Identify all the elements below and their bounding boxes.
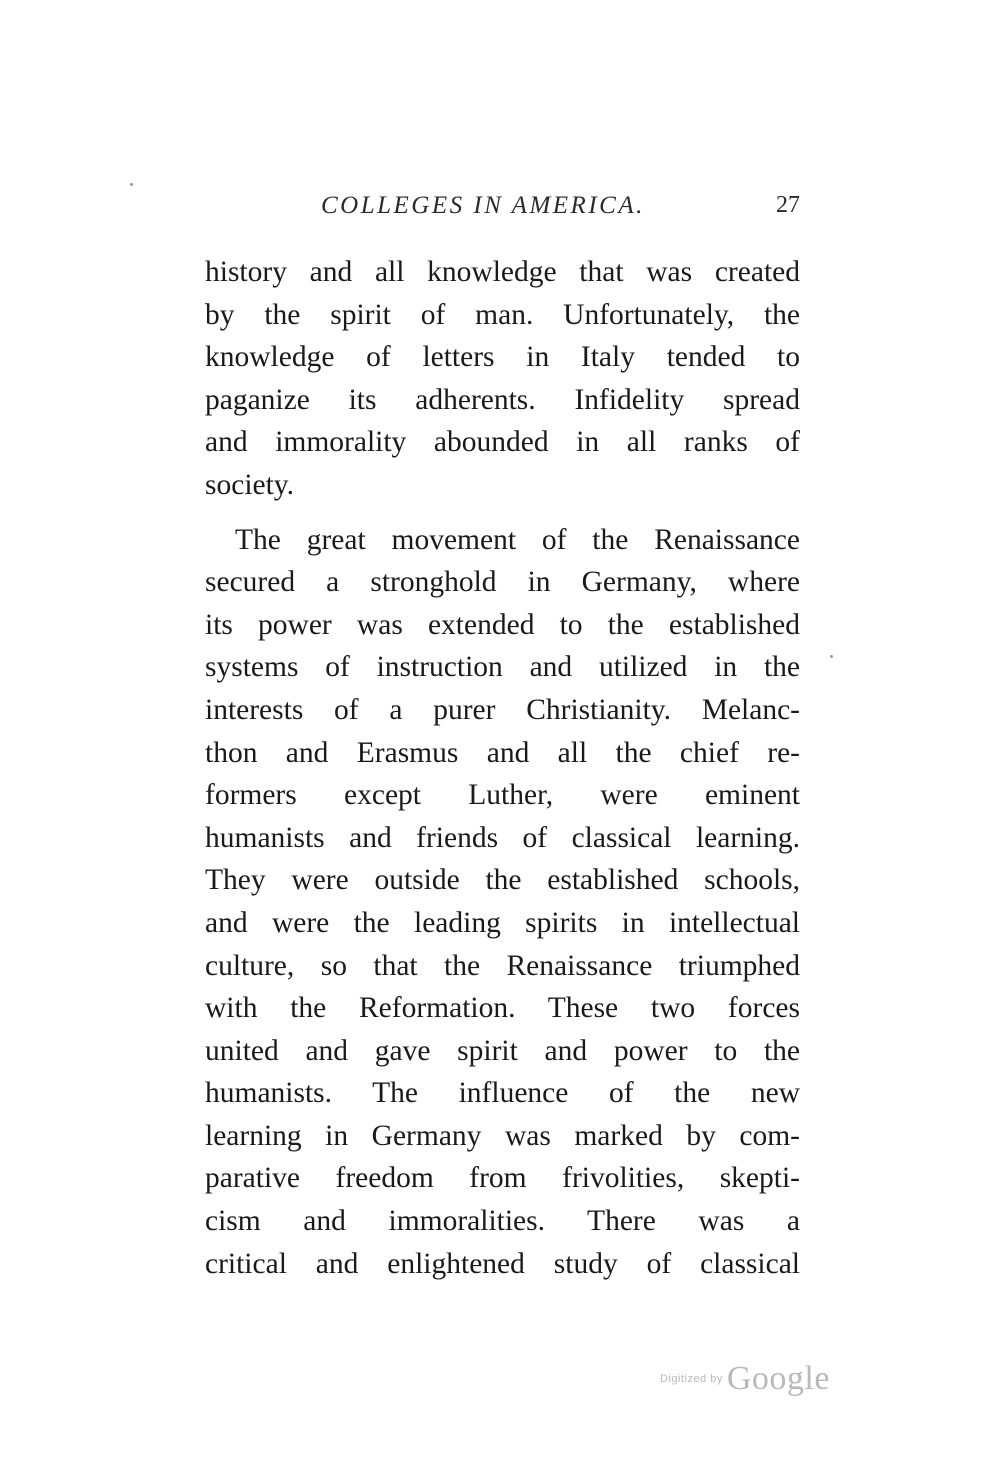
text-line: cism and immoralities. There was a bbox=[205, 1205, 800, 1238]
text-line: humanists and friends of classical learning. bbox=[205, 821, 800, 854]
text-line: They were outside the established schools, bbox=[205, 864, 800, 897]
text-line: systems of instruction and utilized in the bbox=[205, 651, 800, 684]
text-line: society. bbox=[205, 468, 295, 501]
page-number: 27 bbox=[776, 192, 800, 218]
paragraph-gap bbox=[205, 507, 800, 519]
text-line: secured a stronghold in Germany, where bbox=[205, 566, 800, 599]
text-line: humanists. The influence of the new bbox=[205, 1077, 800, 1110]
watermark-prefix: Digitized by bbox=[660, 1373, 723, 1385]
text-line: its power was extended to the established bbox=[205, 608, 800, 641]
text-line: knowledge of letters in Italy tended to bbox=[205, 341, 800, 374]
text-line: and immorality abounded in all ranks of bbox=[205, 426, 800, 459]
text-line: united and gave spirit and power to the bbox=[205, 1034, 800, 1067]
text-line: interests of a purer Christianity. Melanc- bbox=[205, 693, 800, 726]
text-line: with the Reformation. These two forces bbox=[205, 992, 800, 1025]
text-line: culture, so that the Renaissance triumphed bbox=[205, 949, 800, 982]
text-line: parative freedom from frivolities, skepti- bbox=[205, 1162, 800, 1195]
scan-speck bbox=[830, 655, 833, 658]
body-text bbox=[205, 251, 800, 1285]
running-head-title: COLLEGES IN AMERICA. bbox=[321, 192, 645, 219]
text-line: critical and enlightened study of classical bbox=[205, 1247, 800, 1280]
text-line: by the spirit of man. Unfortunately, the bbox=[205, 298, 800, 331]
text-line: thon and Erasmus and all the chief re- bbox=[205, 736, 800, 769]
text-line: and were the leading spirits in intellectual bbox=[205, 906, 800, 939]
text-line: history and all knowledge that was created bbox=[205, 256, 800, 288]
text-line: The great movement of the Renaissance bbox=[235, 523, 800, 556]
text-line: learning in Germany was marked by com- bbox=[205, 1119, 800, 1152]
running-head bbox=[205, 192, 800, 228]
scan-speck bbox=[130, 183, 133, 186]
google-watermark bbox=[660, 1360, 830, 1398]
text-line: paganize its adherents. Infidelity spread bbox=[205, 383, 800, 416]
watermark-brand: Google bbox=[726, 1360, 830, 1397]
text-line: formers except Luther, were eminent bbox=[205, 779, 800, 812]
